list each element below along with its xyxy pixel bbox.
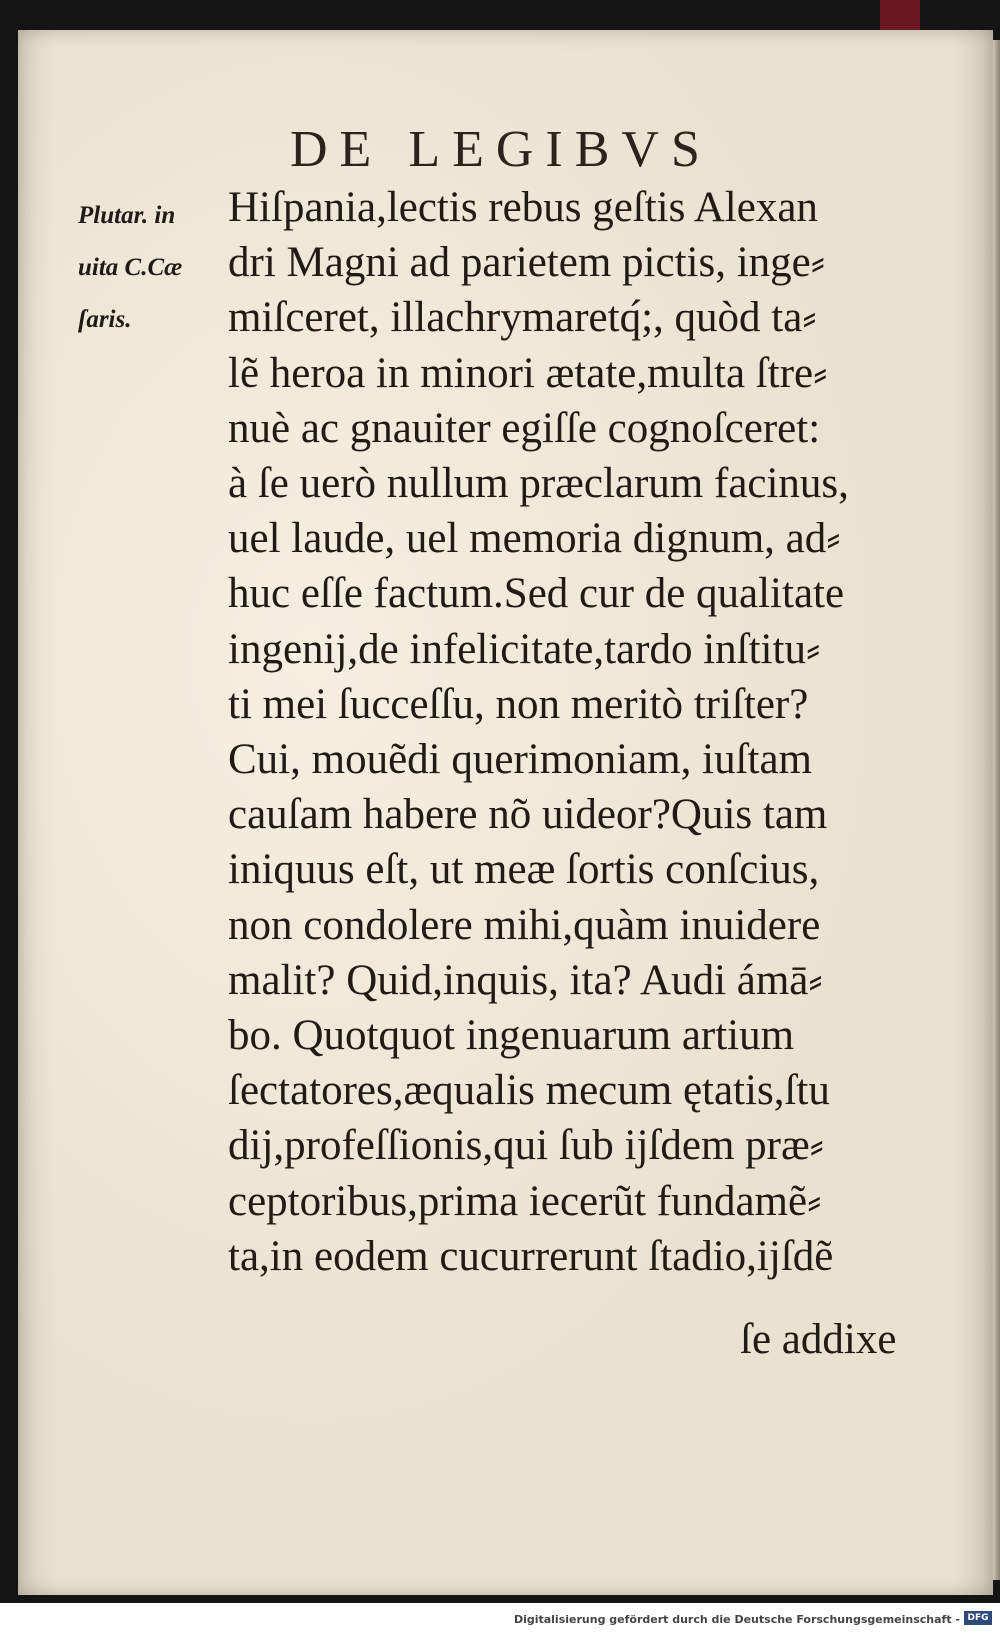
text-line: ingenij,de infelicitate,tardo inſtitu⸗ <box>228 625 821 673</box>
text-line: à ſe uerò nullum præclarum facinus, <box>228 460 849 508</box>
text-line: dri Magni ad parietem pictis, inge⸗ <box>228 239 826 287</box>
running-heading: DE LEGIBVS <box>290 121 712 178</box>
text-line: miſceret, illachrymaretq́;, quòd ta⸗ <box>228 294 817 342</box>
text-line: Cui, mouẽdi querimoniam, iuſtam <box>228 736 813 784</box>
text-line: huc eſſe factum.Sed cur de qualitate <box>228 570 845 618</box>
text-line: ceptoribus,prima iecerũt fundamẽ⸗ <box>228 1177 822 1225</box>
footer-bar <box>0 1603 1000 1635</box>
text-line: cauſam habere nõ uideor?Quis tam <box>228 791 828 839</box>
page-edge <box>993 40 1000 1580</box>
text-line: malit? Quid,inquis, ita? Audi ámā⸗ <box>228 956 823 1004</box>
text-line: dij,profeſſionis,qui ſub ijſdem præ⸗ <box>228 1122 824 1170</box>
text-line: ta,in eodem cucurrerunt ſtadio,ijſdẽ <box>228 1232 834 1280</box>
dfg-logo: DFG <box>964 1611 992 1625</box>
text-line: lẽ heroa in minori ætate,multa ſtre⸗ <box>228 349 828 397</box>
funding-credit: Digitalisierung gefördert durch die Deutsche Forschungsgemeinschaft - <box>513 1613 960 1626</box>
marginal-note <box>78 190 218 346</box>
text-line: uel laude, uel memoria dignum, ad⸗ <box>228 515 841 563</box>
text-line: ſectatores,æqualis mecum ętatis,ſtu <box>228 1067 830 1115</box>
text-line: iniquus eſt, ut meæ ſortis conſcius, <box>228 846 820 894</box>
catchword: ſe addixe <box>740 1316 897 1363</box>
marginal-note-line: Plutar. in <box>78 202 176 229</box>
body-text <box>228 180 918 1284</box>
text-line: bo. Quotquot ingenuarum artium <box>228 1012 795 1060</box>
text-line: Hiſpania,lectis rebus geſtis Alexan <box>228 184 818 231</box>
text-line: nuè ac gnauiter egiſſe cognoſceret: <box>228 404 821 452</box>
book-ribbon <box>880 0 920 30</box>
text-line: ti mei ſucceſſu, non meritò triſter? <box>228 680 809 728</box>
marginal-note-line: ſaris. <box>78 306 132 333</box>
marginal-note-line: uita C.Cæ <box>78 254 183 281</box>
text-line: non condolere mihi,quàm inuidere <box>228 901 821 949</box>
